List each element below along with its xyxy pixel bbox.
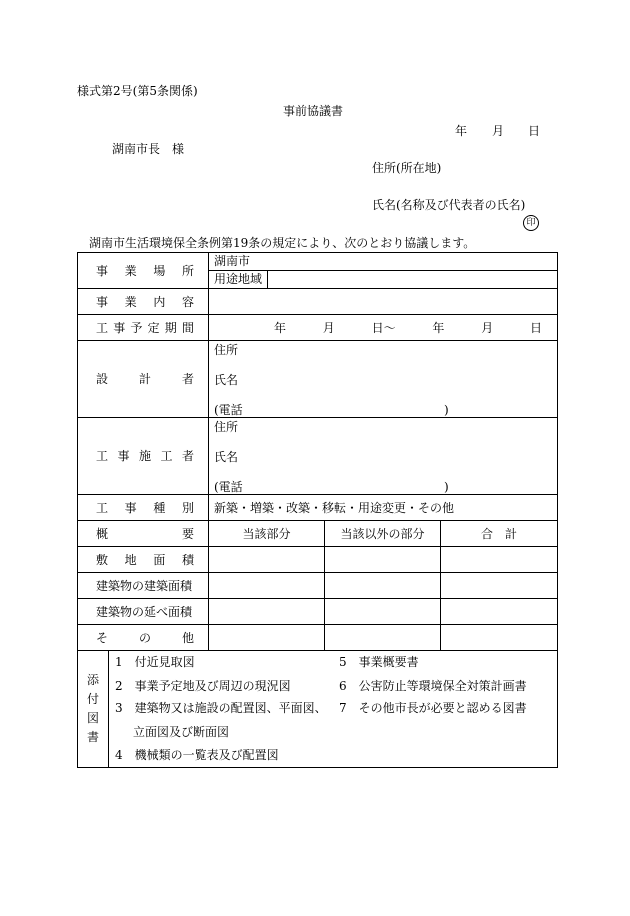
intro-text: 湖南市生活環境保全条例第19条の規定により、次のとおり協議します。 (89, 236, 476, 250)
attachments-cell (78, 651, 558, 768)
period-year-end: 年 (432, 320, 445, 335)
business-field[interactable] (209, 289, 558, 315)
designer-label: 設計者 (78, 341, 209, 418)
work-type-label: 工事種別 (78, 495, 209, 521)
building-area-label: 建築物の建築面積 (78, 573, 209, 599)
period-month-end: 月 (481, 320, 494, 335)
col-total: 合 計 (441, 521, 558, 547)
designer-name-label: 氏名 (214, 373, 239, 387)
attachment-6: 6 公害防止等環境保全対策計画書 (339, 679, 527, 693)
building-area-other[interactable] (325, 573, 441, 599)
others-applicable[interactable] (209, 625, 325, 651)
work-type-options[interactable]: 新築・増築・改築・移転・用途変更・その他 (209, 495, 558, 521)
col-applicable: 当該部分 (209, 521, 325, 547)
applicant-address-label: 住所(所在地) (372, 161, 442, 175)
period-label: 工事予定期間 (78, 315, 209, 341)
contractor-phone-label: (電話 (214, 480, 243, 494)
floor-area-label: 建築物の延べ面積 (78, 599, 209, 625)
period-day-end: 日 (529, 320, 542, 335)
floor-area-total[interactable] (441, 599, 558, 625)
attachment-3b: 立面図及び断面図 (133, 725, 230, 739)
floor-area-other[interactable] (325, 599, 441, 625)
attachment-5: 5 事業概要書 (339, 655, 419, 669)
seal-mark: 印 (523, 215, 539, 231)
business-label: 事業内容 (78, 289, 209, 315)
designer-phone-close: ) (444, 403, 449, 417)
zoning-label: 用途地域 (209, 271, 268, 288)
attachment-1: 1 付近見取図 (115, 655, 195, 669)
attachment-2: 2 事業予定地及び周辺の現況図 (115, 679, 291, 693)
attachments-label: 添付図書 (87, 673, 100, 744)
designer-phone-label: (電話 (214, 403, 243, 417)
attachment-7: 7 その他市長が必要と認める図書 (339, 701, 527, 715)
contractor-name-label: 氏名 (214, 450, 239, 464)
site-area-label: 敷地面積 (78, 547, 209, 573)
contractor-field[interactable] (209, 418, 558, 495)
zoning-field[interactable] (268, 271, 557, 288)
applicant-name-label: 氏名(名称及び代表者の氏名) (372, 198, 526, 212)
others-label: その他 (78, 625, 209, 651)
attachment-3a: 3 建築物又は施設の配置図、平面図、 (115, 701, 327, 715)
date-year: 年 (455, 124, 468, 138)
attachment-4: 4 機械類の一覧表及び配置図 (115, 748, 279, 762)
form-number: 様式第2号(第5条関係) (77, 84, 198, 98)
col-other: 当該以外の部分 (325, 521, 441, 547)
designer-address-label: 住所 (214, 343, 239, 357)
page-title: 事前協議書 (283, 104, 344, 118)
date-day: 日 (528, 124, 541, 138)
others-other[interactable] (325, 625, 441, 651)
consultation-form-table (77, 252, 558, 768)
period-year-start: 年 (274, 320, 287, 335)
designer-field[interactable] (209, 341, 558, 418)
floor-area-applicable[interactable] (209, 599, 325, 625)
others-total[interactable] (441, 625, 558, 651)
site-area-other[interactable] (325, 547, 441, 573)
site-cell (209, 253, 558, 289)
contractor-phone-close: ) (444, 480, 449, 494)
summary-label: 概要 (78, 521, 209, 547)
site-area-applicable[interactable] (209, 547, 325, 573)
site-city[interactable]: 湖南市 (209, 253, 557, 271)
building-area-applicable[interactable] (209, 573, 325, 599)
contractor-address-label: 住所 (214, 420, 239, 434)
date-month: 月 (492, 124, 505, 138)
building-area-total[interactable] (441, 573, 558, 599)
site-label: 事業場所 (78, 253, 209, 289)
site-area-total[interactable] (441, 547, 558, 573)
addressee: 湖南市長 様 (112, 142, 185, 156)
period-field[interactable] (209, 315, 558, 341)
period-month-start: 月 (322, 320, 335, 335)
period-day-start: 日〜 (371, 320, 396, 335)
contractor-label: 工事施工者 (78, 418, 209, 495)
